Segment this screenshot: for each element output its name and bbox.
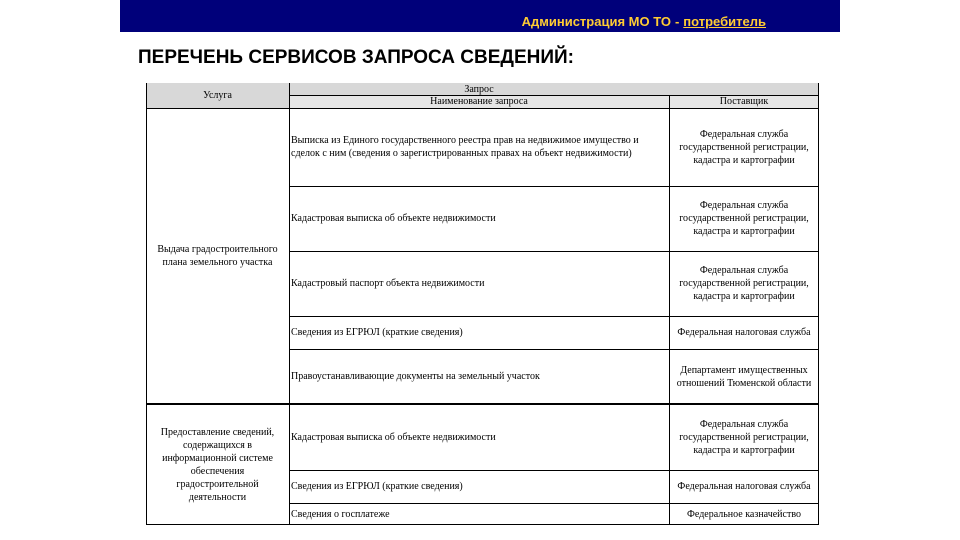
request-cell: Выписка из Единого государственного реестра прав на недвижимое имущество и сделок с ним (сведения о зарегистрированных правах на объект недвижимости) xyxy=(291,135,639,159)
supplier-cell: Федеральная служба государственной регистрации, кадастра и картографии xyxy=(679,200,809,237)
request-cell: Кадастровая выписка об объекте недвижимости xyxy=(291,213,496,224)
col-header-request-group: Запрос xyxy=(464,83,494,95)
supplier-cell: Федеральная служба государственной регистрации, кадастра и картографии xyxy=(679,265,809,302)
request-cell: Кадастровый паспорт объекта недвижимости xyxy=(291,278,485,289)
org-name: Администрация МО ТО xyxy=(521,14,671,29)
page-title: ПЕРЕЧЕНЬ СЕРВИСОВ ЗАПРОСА СВЕДЕНИЙ: xyxy=(138,47,574,68)
top-banner xyxy=(120,0,840,32)
col-header-request-name: Наименование запроса xyxy=(430,96,528,107)
supplier-cell: Федеральная налоговая служба xyxy=(677,481,811,492)
grid-line xyxy=(289,349,819,350)
request-cell: Кадастровая выписка об объекте недвижимости xyxy=(291,432,496,443)
supplier-cell: Департамент имущественных отношений Тюменской области xyxy=(676,364,812,389)
grid-line xyxy=(289,251,819,252)
grid-line xyxy=(146,108,819,109)
grid-line xyxy=(289,316,819,317)
request-cell: Сведения из ЕГРЮЛ (краткие сведения) xyxy=(291,481,463,492)
service-cell-gradplan: Выдача градостроительного плана земельного участка xyxy=(157,243,278,268)
supplier-cell: Федеральная служба государственной регистрации, кадастра и картографии xyxy=(679,128,809,166)
grid-line xyxy=(289,470,819,471)
request-cell: Правоустанавливающие документы на земельный участок xyxy=(291,371,540,382)
request-cell: Сведения из ЕГРЮЛ (краткие сведения) xyxy=(291,327,463,338)
grid-line xyxy=(146,83,147,525)
banner-separator: - xyxy=(674,14,680,29)
grid-line xyxy=(818,83,819,525)
grid-line xyxy=(289,503,819,504)
grid-line xyxy=(289,83,290,525)
supplier-cell: Федеральная служба государственной регистрации, кадастра и картографии xyxy=(679,419,809,456)
grid-line xyxy=(146,524,819,525)
banner-text xyxy=(522,14,766,29)
col-header-service: Услуга xyxy=(203,90,232,101)
request-cell: Сведения о госплатеже xyxy=(291,508,390,520)
grid-line xyxy=(289,186,819,187)
group-divider xyxy=(146,403,819,405)
supplier-cell: Федеральная налоговая служба xyxy=(677,327,811,338)
col-header-supplier: Поставщик xyxy=(719,96,769,107)
grid-line xyxy=(289,95,819,96)
consumer-link[interactable]: потребитель xyxy=(683,14,766,29)
service-cell-isogd: Предоставление сведений, содержащихся в информационной системе обеспечения градостроительной деятельности xyxy=(160,427,275,503)
supplier-cell: Федеральное казначейство xyxy=(687,508,801,520)
grid-line xyxy=(669,95,670,525)
services-table xyxy=(146,83,819,525)
